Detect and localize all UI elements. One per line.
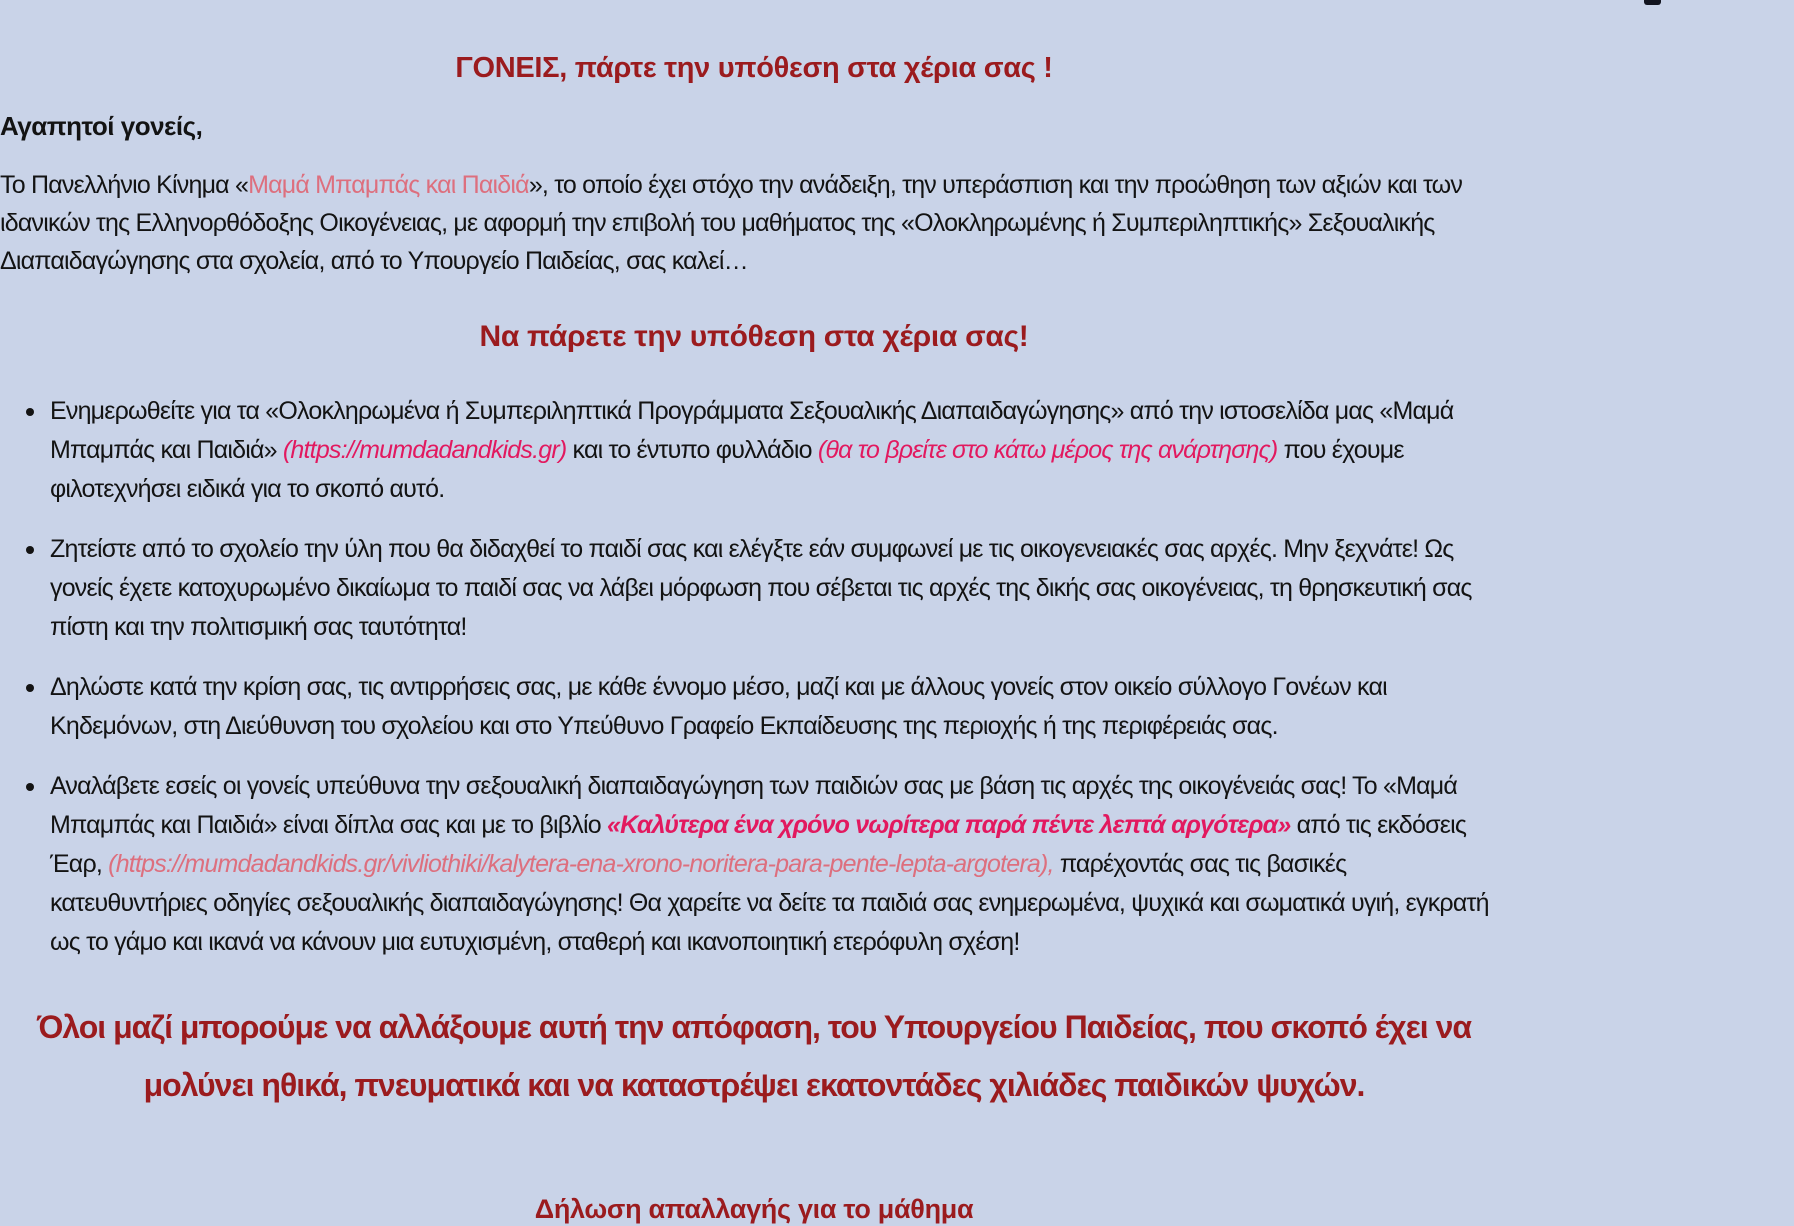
bullet-text: και το έντυπο φυλλάδιο bbox=[566, 436, 818, 464]
bullet-dot-icon bbox=[26, 684, 34, 692]
flyer-note: (θα το βρείτε στο κάτω μέρος της ανάρτησης) bbox=[817, 436, 1278, 464]
mumdadandkids-link[interactable]: Μαμά Μπαμπάς και Παιδιά bbox=[248, 171, 529, 199]
bullet-text: παρέχοντάς σας τις βασικές κατευθυντήριες οδηγίες σεξουαλικής διαπαιδαγώγησης! Θα χαρείτε να δείτε τα παιδιά σας ενημερωμένα, ψυχικά και σωματικά υγιή, εγκρατή ως το γάμο και ικανά να κάνουν μια ευτυχισμένη, σταθερή και ικανοποιητική ετερόφυλη σχέση! bbox=[50, 850, 1489, 956]
bullet-dot-icon bbox=[26, 546, 34, 554]
page-title: ΓΟΝΕΙΣ, πάρτε την υπόθεση στα χέρια σας ! bbox=[455, 52, 1053, 84]
list-item bbox=[0, 668, 1508, 746]
bullet-text: από τις εκδόσεις Έαρ, bbox=[50, 811, 1467, 878]
site-url-link[interactable]: (https://mumdadandkids.gr) bbox=[282, 436, 567, 464]
list-item bbox=[0, 530, 1508, 647]
list-item-text bbox=[50, 535, 1472, 641]
bullet-text: που έχουμε φιλοτεχνήσει ειδικά για το σκοπό αυτό. bbox=[50, 436, 1404, 503]
book-url-link[interactable]: (https://mumdadandkids.gr/vivliothiki/kalytera-ena-xrono-noritera-para-pente-lepta-argotera), bbox=[108, 850, 1054, 878]
list-item bbox=[0, 767, 1508, 962]
bullet-text: Αναλάβετε εσείς οι γονείς υπεύθυνα την σεξουαλική διαπαιδαγώγηση των παιδιών σας με βάση τις αρχές της οικογένειάς σας! Το «Μαμά Μπαμπάς και Παιδιά» είναι δίπλα σας και με το βιβλίο bbox=[50, 772, 1458, 839]
section-subtitle: Να πάρετε την υπόθεση στα χέρια σας! bbox=[479, 320, 1029, 353]
list-item bbox=[0, 392, 1508, 509]
bullet-text: Ζητείστε από το σχολείο την ύλη που θα διδαχθεί το παιδί σας και ελέγξτε εάν συμφωνεί με τις οικογενειακές σας αρχές. Μην ξεχνάτε! Ως γονείς έχετε κατοχυρωμένο δικαίωμα το παιδί σας να λάβει μόρφωση που σέβεται τις αρχές της δικής σας οικογένειας, τη θρησκευτική σας πίστη και την πολιτισμική σας ταυτότητα! bbox=[50, 535, 1472, 641]
intro-text: Το Πανελλήνιο Κίνημα « bbox=[0, 171, 249, 199]
exemption-declaration-heading: Δήλωση απαλλαγής για το μάθημα bbox=[534, 1194, 974, 1224]
intro-paragraph bbox=[0, 166, 1508, 280]
bullet-dot-icon bbox=[26, 408, 34, 416]
list-item-text bbox=[50, 772, 1489, 956]
book-title-link[interactable]: «Καλύτερα ένα χρόνο νωρίτερα παρά πέντε λεπτά αργότερα» bbox=[607, 811, 1291, 839]
intro-text: », το οποίο έχει στόχο την ανάδειξη, την υπεράσπιση και την προώθηση των αξιών και των ιδανικών της Ελληνορθόδοξης Οικογένειας, με αφορμή την επιβολή του μαθήματος της «Ολοκληρωμένης ή Συμπεριληπτικής» Σεξουαλικής Διαπαιδαγώγησης στα σχολεία, από το Υπουργείο Παιδείας, σας καλεί… bbox=[0, 171, 1463, 275]
cut-off-glyph-fragment bbox=[1644, 0, 1661, 5]
salutation: Αγαπητοί γονείς, bbox=[0, 111, 203, 141]
bullet-text: Δηλώστε κατά την κρίση σας, τις αντιρρήσεις σας, με κάθε έννομο μέσο, μαζί και με άλλους γονείς στον οικείο σύλλογο Γονέων και Κηδεμόνων, στη Διεύθυνση του σχολείου και στο Υπεύθυνο Γραφείο Εκπαίδευσης της περιοχής ή της περιφέρειάς σας. bbox=[50, 673, 1387, 740]
closing-statement: Όλοι μαζί μπορούμε να αλλάξουμε αυτή την απόφαση, του Υπουργείου Παιδείας, που σκοπό έχει να μολύνει ηθικά, πνευματικά και να καταστρέψει εκατοντάδες χιλιάδες παιδικών ψυχών. bbox=[36, 1009, 1472, 1103]
list-item-text bbox=[50, 397, 1453, 503]
bullet-dot-icon bbox=[26, 783, 34, 791]
bullet-text: Ενημερωθείτε για τα «Ολοκληρωμένα ή Συμπεριληπτικά Προγράμματα Σεξουαλικής Διαπαιδαγώγησης» από την ιστοσελίδα μας «Μαμά Μπαμπάς και Παιδιά» bbox=[50, 397, 1454, 464]
action-list bbox=[0, 392, 1508, 962]
list-item-text bbox=[50, 673, 1387, 740]
